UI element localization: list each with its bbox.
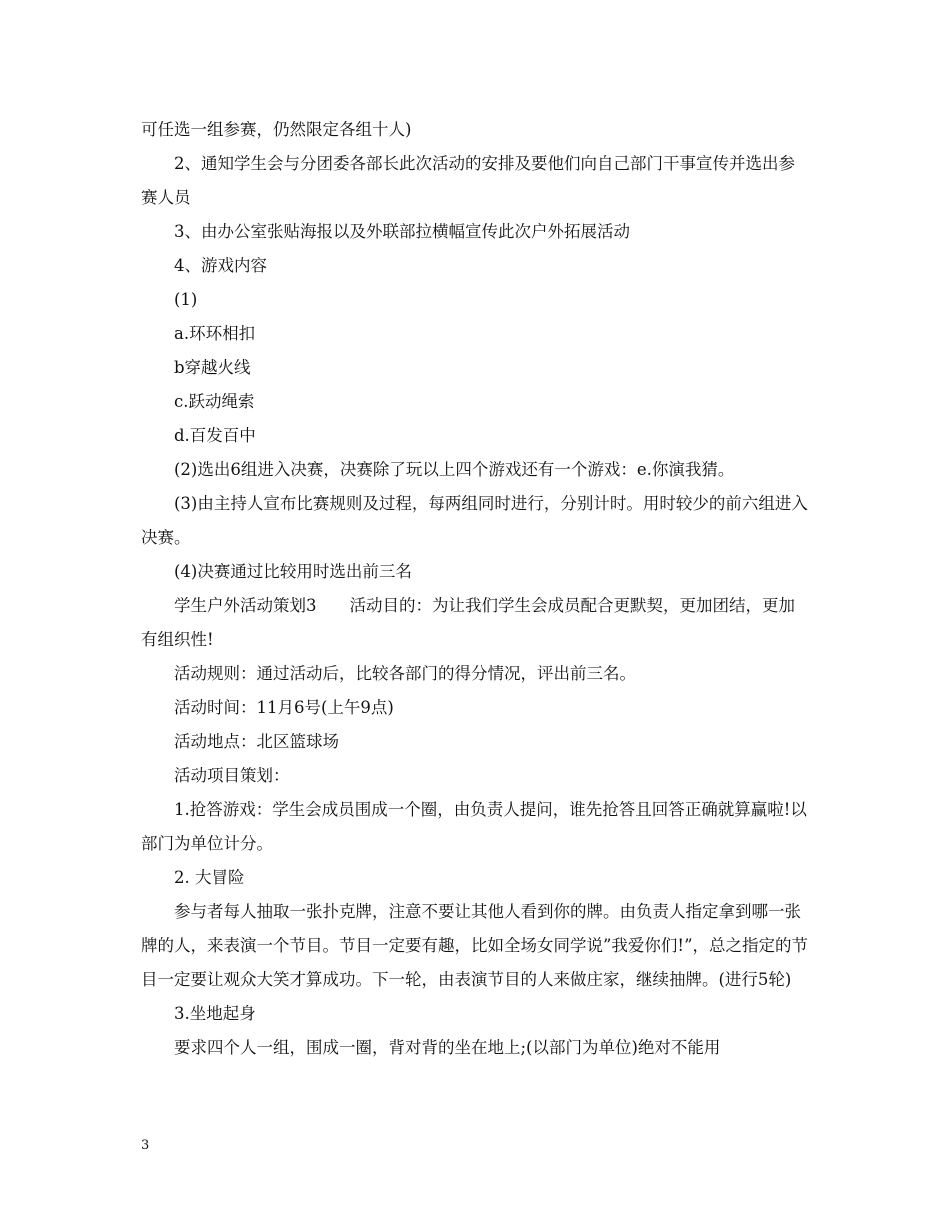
paragraph-18: 1.抢答游戏：学生会成员围成一个圈，由负责人提问，谁先抢答且回答正确就算赢啦!以部门为单位计分。 <box>141 800 807 853</box>
paragraph-21: 3.坐地起身 <box>174 1004 256 1023</box>
paragraph-17: 活动项目策划： <box>174 766 290 785</box>
body-text <box>141 113 811 1065</box>
paragraph-10: (2)选出6组进入决赛，决赛除了玩以上四个游戏还有一个游戏：e.你演我猜。 <box>174 460 735 479</box>
paragraph-15: 活动时间：11月6号(上午9点) <box>174 698 394 717</box>
paragraph-11: (3)由主持人宣布比赛规则及过程，每两组同时进行，分别计时。用时较少的前六组进入决赛。 <box>141 494 808 547</box>
paragraph-6: a.环环相扣 <box>174 324 256 343</box>
paragraph-9: d.百发百中 <box>174 426 256 445</box>
paragraph-8: c.跃动绳索 <box>174 392 255 411</box>
paragraph-20: 参与者每人抽取一张扑克牌，注意不要让其他人看到你的牌。由负责人指定拿到哪一张牌的人，来表演一个节目。节目一定要有趣，比如全场女同学说”我爱你们!”，总之指定的节目一定要让观众大笑才算成功。下一轮，由表演节目的人来做庄家，继续抽牌。(进行5轮) <box>141 902 809 989</box>
paragraph-16: 活动地点：北区篮球场 <box>174 732 339 751</box>
paragraph-5: (1) <box>174 290 198 309</box>
paragraph-3: 3、由办公室张贴海报以及外联部拉横幅宣传此次户外拓展活动 <box>174 222 630 241</box>
paragraph-12: (4)决赛通过比较用时选出前三名 <box>174 562 412 581</box>
paragraph-22: 要求四个人一组，围成一圈，背对背的坐在地上;(以部门为单位)绝对不能用 <box>174 1038 721 1057</box>
paragraph-2: 2、通知学生会与分团委各部长此次活动的安排及要他们向自己部门干事宣传并选出参赛人员 <box>141 154 795 207</box>
paragraph-19: 2. 大冒险 <box>174 868 245 887</box>
paragraph-13: 学生户外活动策划3 活动目的：为让我们学生会成员配合更默契，更加团结，更加有组织性! <box>141 596 795 649</box>
paragraph-1: 可任选一组参赛，仍然限定各组十人) <box>141 120 412 139</box>
paragraph-4: 4、游戏内容 <box>174 256 267 275</box>
paragraph-7: b穿越火线 <box>174 358 251 377</box>
page-number: 3 <box>141 1138 150 1153</box>
paragraph-14: 活动规则：通过活动后，比较各部门的得分情况，评出前三名。 <box>174 664 636 683</box>
